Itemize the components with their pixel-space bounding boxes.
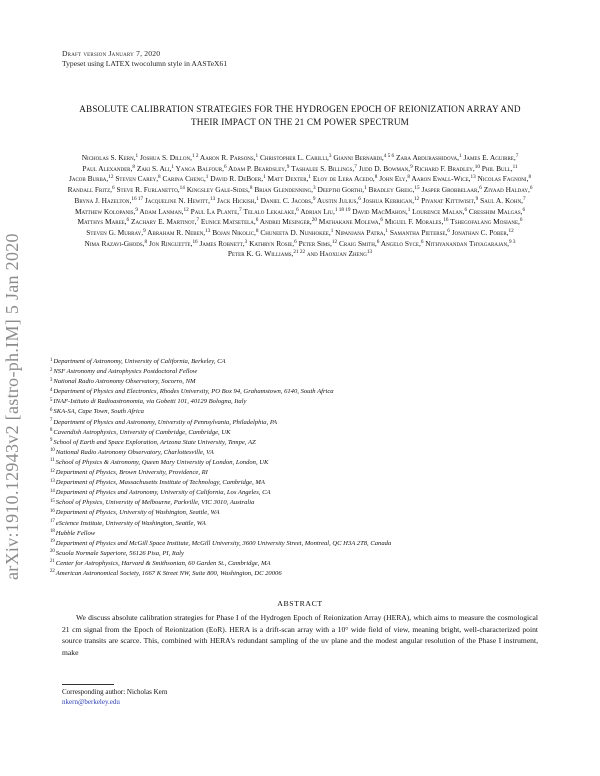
author-name-text: Cresshim Malgas, (468, 206, 523, 216)
author-name (450, 217, 522, 226)
author-name (452, 228, 514, 237)
author-name (254, 185, 315, 194)
author-name-text: Chuneeta D. Nunhokee, (260, 227, 331, 237)
affiliation-item (50, 488, 570, 498)
author-affiliation-marker: 8 (249, 185, 253, 192)
author-affiliation-marker: 7 (522, 195, 526, 202)
author-name-text: James E. Aguirre, (463, 153, 516, 162)
author-affiliation-marker: 8 (407, 174, 410, 181)
author-name-text: Peter Sims, (298, 238, 332, 248)
author-name (140, 153, 198, 162)
author-affiliation-marker: 12 (414, 195, 420, 202)
author-name (369, 185, 420, 194)
author-name (163, 174, 209, 183)
abstract-body: We discuss absolute calibration strategies for Phase I of the Hydrogen Epoch of Reionization Array (HERA), which aims to measure the cosmological 21 cm signal from the Epoch of Reionization (EoR). HERA is a drift-scan array with a 10° wide field of view, meaning bright, well-characterized point source transits are scarce. This, combined with HERA's redundant sampling of the uv plane and the modest angular resolution of the Phase I instrument, make (62, 613, 538, 657)
author-affiliation-marker: 10 (474, 163, 480, 170)
affiliation-number: 19 (50, 539, 55, 545)
author-name-text: Samantha Pieterse, (389, 227, 448, 237)
affiliation-item (50, 458, 570, 468)
affiliation-item (50, 367, 570, 377)
author-affiliation-marker: 13 (210, 195, 216, 202)
affiliation-number: 21 (50, 559, 55, 565)
author-name (260, 153, 332, 162)
author-name-text: Jacqueline N. Hewitt, (144, 195, 210, 205)
author-name (249, 239, 297, 248)
author-name-text: Randall Fritz, (67, 185, 112, 195)
author-affiliation-marker: 12 (183, 206, 189, 213)
affiliation-number: 16 (50, 508, 55, 514)
author-name (228, 164, 289, 173)
affiliation-text: Department of Physics and Astronomy, University of Pennsylvania, Philadelphia, PA (53, 418, 278, 426)
author-name (317, 196, 361, 205)
author-name-text: Joshua Kerrigan, (362, 195, 415, 205)
author-name-text: David MacMahon, (352, 206, 408, 216)
author-name (212, 228, 258, 237)
affiliation-number: 15 (50, 498, 55, 504)
affiliation-number: 6 (50, 407, 53, 413)
author-affiliation-marker: 1 (407, 206, 411, 213)
author-name-text: Peter K. G. Williams, (227, 249, 294, 259)
affiliation-number: 5 (50, 397, 53, 403)
author-name (319, 217, 383, 226)
author-name (300, 207, 350, 216)
affiliation-item (50, 438, 570, 448)
author-affiliation-marker: 6 (296, 206, 299, 213)
affiliation-item (50, 387, 570, 397)
author-name (139, 207, 188, 216)
author-name-text: Christopher L. Carilli, (260, 153, 329, 162)
author-affiliation-marker: 8 (158, 174, 161, 181)
author-affiliation-marker: 7 (515, 153, 519, 159)
author-affiliation-marker: 11 (512, 163, 518, 170)
author-name (210, 174, 265, 183)
author-affiliation-marker: 6 (529, 185, 533, 192)
author-name (425, 239, 515, 248)
author-name-text: and Haoxuan Zheng (306, 249, 367, 259)
author-name-text: Matthys Maree, (77, 217, 127, 227)
affiliation-number: 10 (50, 448, 55, 454)
paper-title: ABSOLUTE CALIBRATION STRATEGIES FOR THE HYDROGEN EPOCH OF REIONIZATION ARRAY AND THEIR IMPACT ON THE 21 CM POWER SPECTRUM (79, 104, 521, 127)
affiliation-number: 11 (50, 458, 55, 464)
author-name-text: Matthew Kolopanis, (74, 206, 136, 216)
author-name-text: Kingsley Gale-Sides, (186, 185, 250, 195)
author-name-text: Adam P. Beardsley, (228, 163, 287, 173)
author-name-text: Eunice Matsetela, (200, 217, 256, 227)
author-name-text: Telalo Lekalake, (243, 206, 297, 216)
author-affiliation-marker: 12 (331, 238, 338, 245)
author-affiliation-marker: 9 (410, 163, 413, 170)
author-affiliation-marker: 6 (522, 206, 526, 213)
corresponding-author-label: Corresponding author: Nicholas Kern (62, 688, 168, 696)
author-name-text: Zachary E. Martinot, (130, 217, 197, 227)
affiliation-item (50, 519, 570, 529)
author-name-text: Mathakane Molewa, (318, 217, 381, 227)
author-affiliation-marker: 16 17 (131, 195, 144, 202)
author-name-text: Craig Smith, (338, 238, 377, 248)
author-affiliation-marker: 3 (244, 238, 248, 245)
affiliation-text: Department of Physics and Electronics, Rhodes University, PO Box 94, Grahamstown, 6140, South Africa (53, 388, 334, 396)
author-affiliation-marker: 8 (255, 227, 259, 234)
author-name-text: Adam Lanman, (139, 206, 184, 216)
author-affiliation-marker: 4 5 6 (383, 153, 395, 159)
author-name-text: Paul La Plante, (190, 206, 240, 216)
affiliation-text: Department of Physics, University of Washington, Seattle, WA (55, 509, 220, 517)
affiliation-text: Department of Physics, Brown University, Providence, RI (55, 469, 208, 477)
affiliation-item (50, 498, 570, 508)
author-name (299, 239, 338, 248)
author-name (176, 164, 227, 173)
author-affiliation-marker: 3 (328, 153, 332, 159)
author-name-text: Austin Julius, (316, 195, 359, 205)
author-affiliation-marker: 1 (308, 174, 312, 181)
author-name (363, 196, 420, 205)
author-name (200, 153, 258, 162)
author-name-text: Yanga Balfour, (175, 163, 224, 173)
affiliation-item (50, 508, 570, 518)
author-affiliation-marker: 6 (479, 185, 482, 192)
author-affiliation-marker: 6 (380, 217, 383, 224)
affiliation-item (50, 357, 570, 367)
author-name (243, 207, 298, 216)
author-name (421, 185, 481, 194)
author-affiliation-marker: 3 (313, 185, 316, 192)
affiliation-item (50, 377, 570, 387)
author-name (307, 249, 372, 258)
author-name (478, 174, 532, 183)
author-affiliation-marker: 12 (108, 174, 114, 181)
author-name (390, 228, 450, 237)
affiliation-item (50, 549, 570, 559)
affiliation-text: SKA-SA, Cape Town, South Africa (53, 408, 144, 416)
author-affiliation-marker: 9 (475, 195, 479, 202)
author-name-text: Steven Carey, (115, 174, 159, 184)
author-name-text: Steven G. Murray, (86, 227, 144, 237)
author-affiliation-marker: 8 (144, 238, 148, 245)
author-name (199, 239, 247, 248)
author-name (421, 196, 478, 205)
affiliation-number: 22 (50, 569, 55, 575)
affiliation-number: 20 (50, 549, 55, 555)
author-name-text: Jack Hickish, (217, 195, 257, 205)
author-name-text: Aaron R. Parsons, (199, 153, 256, 162)
author-name (82, 164, 135, 173)
author-name (85, 239, 148, 248)
author-name (147, 228, 210, 237)
author-name (463, 153, 518, 162)
author-name (291, 164, 357, 173)
author-name-text: Jasper Grobbelaar, (421, 185, 480, 195)
author-name-text: Adrian Liu, (300, 206, 335, 216)
author-affiliation-marker: 7 (239, 206, 242, 213)
affiliation-text: Department of Physics and Astronomy, University of California, Los Angeles, CA (55, 489, 271, 497)
author-affiliation-marker: 6 (255, 217, 259, 224)
affiliation-text: Cavendish Astrophysics, University of Cambridge, Cambridge, UK (53, 428, 231, 436)
author-name-text: Zara Abdurashidova, (395, 153, 460, 162)
author-name (82, 153, 138, 162)
affiliation-item (50, 418, 570, 428)
author-affiliation-marker: 6 (447, 227, 450, 234)
affiliation-text: National Radio Astronomy Observatory, Socorro, NM (53, 378, 196, 386)
author-name (335, 228, 388, 237)
affiliation-item (50, 559, 570, 569)
author-name-text: Aaron Ewall-Wice, (411, 174, 471, 184)
author-name-text: Gianni Bernardi, (333, 153, 384, 162)
author-name-text: Judd D. Bowman, (358, 163, 411, 173)
affiliation-number: 4 (50, 387, 53, 393)
affiliation-item (50, 428, 570, 438)
author-affiliation-marker: 6 (420, 238, 424, 245)
corresponding-author-footnote (62, 688, 168, 708)
author-name (411, 174, 475, 183)
author-affiliation-marker: 9 (143, 227, 146, 234)
author-affiliation-marker: 6 (111, 185, 115, 192)
author-name (74, 196, 143, 205)
affiliation-number: 13 (50, 478, 55, 484)
author-name (149, 239, 198, 248)
author-name-text: Kathryn Rosie, (249, 238, 295, 248)
affiliation-number: 8 (50, 428, 53, 434)
author-name (115, 174, 160, 183)
author-name (313, 174, 378, 183)
author-affiliation-marker: 1 (263, 174, 266, 181)
author-name (333, 153, 394, 162)
author-name-text: Richard F. Bradley, (414, 163, 475, 173)
author-affiliation-marker: 6 (376, 238, 380, 245)
author-affiliation-marker: 6 (294, 238, 297, 245)
author-affiliation-marker: 1 (255, 153, 259, 159)
corresponding-author-email[interactable]: nkern@berkeley.edu (62, 697, 120, 706)
affiliation-text: Department of Astronomy, University of California, Berkeley, CA (53, 358, 226, 365)
author-name (116, 185, 184, 194)
author-affiliation-marker: 21 22 (293, 249, 306, 256)
author-affiliation-marker: 1 18 19 (334, 206, 351, 213)
author-affiliation-marker: 13 (470, 174, 476, 181)
author-affiliation-marker: 6 (223, 163, 227, 170)
author-name-text: Eloy de Lera Acedo, (312, 174, 375, 184)
affiliation-text: Scuola Normale Superiore, 56126 Pisa, PI, Italy (55, 549, 184, 557)
author-affiliation-marker: 12 (508, 227, 514, 234)
author-affiliation-marker: 1 2 (191, 153, 199, 159)
author-name (75, 207, 138, 216)
author-affiliation-marker: 6 (126, 217, 130, 224)
author-name (482, 164, 518, 173)
author-name-text: Nicholas S. Kern, (81, 153, 136, 162)
author-affiliation-marker: 6 (358, 195, 361, 202)
affiliation-text: Department of Physics and McGill Space Institute, McGill University, 3600 University Street, Montreal, QC H3A 2T8, Canada (55, 539, 392, 547)
author-name (187, 185, 253, 194)
author-name-text: Jacob Burba, (68, 174, 109, 184)
author-affiliation-marker: 8 (528, 174, 532, 181)
author-affiliation-marker: 9 (286, 163, 290, 170)
author-affiliation-marker: 1 (135, 153, 139, 159)
author-affiliation-marker: 1 (171, 163, 174, 170)
affiliation-item (50, 397, 570, 407)
author-name (261, 196, 316, 205)
author-name-text: Steve R. Furlanetto, (116, 185, 180, 195)
author-affiliation-marker: 1 (256, 195, 259, 202)
author-name (352, 207, 410, 216)
affiliation-text: eScience Institute, University of Washington, Seattle, WA (55, 519, 206, 527)
author-name (68, 185, 115, 194)
author-name (191, 207, 242, 216)
affiliation-number: 9 (50, 438, 53, 444)
author-name-text: Paul Alexander, (82, 163, 133, 173)
author-name (145, 196, 215, 205)
abstract-heading: ABSTRACT (277, 599, 323, 608)
typeset-line: Typeset using LATEX twocolumn style in AASTeX61 (62, 59, 228, 68)
author-name-text: Bojan Nikolic, (212, 227, 256, 237)
author-name (385, 217, 449, 226)
affiliation-number: 17 (50, 519, 55, 524)
author-name (201, 217, 258, 226)
affiliation-text: Hubble Fellow (55, 529, 96, 537)
affiliation-text: National Radio Astronomy Observatory, Charlottesville, VA (55, 448, 214, 456)
author-affiliation-marker: 6 (519, 217, 523, 224)
affiliation-item (50, 569, 570, 579)
author-list (60, 153, 540, 260)
author-name-text: David R. DeBoer, (210, 174, 264, 184)
affiliation-number: 18 (50, 529, 55, 535)
author-affiliation-marker: 1 (364, 185, 367, 192)
affiliation-text: School of Physics & Astronomy, Queen Mary University of London, London, UK (55, 458, 269, 466)
author-name-text: Bryna J. Hazelton, (74, 195, 132, 205)
affiliation-text: Center for Astrophysics, Harvard & Smithsonian, 60 Garden St., Cambridge, MA (55, 559, 271, 567)
author-affiliation-marker: 13 (205, 227, 211, 234)
preprint-header (62, 49, 227, 69)
affiliation-number: 1 (50, 357, 53, 363)
author-name (359, 164, 413, 173)
affiliation-text: Department of Physics, Massachusetts Institute of Technology, Cambridge, MA (55, 479, 265, 487)
author-name-text: Nicolas Fagnoni, (477, 174, 529, 184)
author-name (480, 196, 525, 205)
author-name-text: Jonathan C. Pober, (451, 227, 509, 237)
author-name (131, 217, 199, 226)
affiliation-item (50, 529, 570, 539)
author-name-text: Matt Dexter, (267, 174, 309, 184)
author-name (379, 174, 410, 183)
author-name (381, 239, 424, 248)
author-name-text: Saul A. Kohn, (480, 195, 523, 205)
footnote-divider (62, 684, 114, 685)
affiliation-item (50, 468, 570, 478)
author-affiliation-marker: 7 (354, 163, 357, 170)
affiliation-number: 14 (50, 488, 55, 494)
author-affiliation-marker: 1 (205, 174, 209, 181)
author-name-text: Deepthi Gorthi, (317, 185, 365, 195)
author-name-text: Ziyaad Halday, (483, 185, 530, 195)
author-affiliation-marker: 15 (414, 185, 420, 192)
affiliation-list (50, 357, 570, 579)
affiliation-number: 12 (50, 468, 55, 474)
author-affiliation-marker: 1 (385, 227, 388, 234)
affiliation-item (50, 448, 570, 458)
author-affiliation-marker: 6 (464, 206, 468, 213)
author-name-text: Nipanjana Patra, (335, 227, 386, 237)
author-name-text: Brian Glendenning, (254, 185, 314, 195)
draft-version-line: Draft version January 7, 2020 (62, 49, 161, 58)
affiliation-item (50, 478, 570, 488)
author-name (228, 249, 305, 258)
affiliation-item (50, 407, 570, 417)
author-name (260, 217, 317, 226)
author-name-text: Angelo Syce, (380, 238, 421, 248)
author-name-text: Jon Ringuette, (149, 238, 193, 248)
author-name (339, 239, 379, 248)
author-name (77, 217, 129, 226)
author-name-text: Zaki S. Ali, (136, 163, 172, 173)
author-name (260, 228, 333, 237)
author-name-text: Joshua S. Dillon, (140, 153, 192, 162)
author-name-text: Nima Razavi-Ghods, (84, 238, 145, 248)
author-affiliation-marker: 13 (366, 249, 373, 256)
author-name (137, 164, 174, 173)
affiliation-item (50, 539, 570, 549)
author-affiliation-marker: 1 (459, 153, 462, 159)
author-name-text: Tshegofalang Mosiane, (450, 217, 520, 227)
affiliation-text: American Astronomical Society, 1667 K Street NW, Suite 800, Washington, DC 20006 (55, 569, 282, 577)
author-name (268, 174, 311, 183)
affiliation-text: INAF-Istituto di Radioastronomia, via Gobetti 101, 40129 Bologna, Italy (53, 398, 247, 406)
author-affiliation-marker: 14 (179, 185, 185, 192)
affiliation-number: 7 (50, 418, 53, 424)
author-affiliation-marker: 9 (312, 195, 316, 202)
author-name (86, 228, 145, 237)
author-name-text: Daniel C. Jacobs, (260, 195, 313, 205)
affiliation-text: NSF Astronomy and Astrophysics Postdoctoral Fellow (53, 368, 198, 376)
author-affiliation-marker: 9 3 (508, 238, 516, 245)
affiliation-text: School of Physics, University of Melbourne, Parkville, VIC 3010, Australia (55, 499, 255, 507)
author-name-text: Tashalee S. Billings, (291, 163, 355, 173)
author-affiliation-marker: 20 (311, 217, 317, 224)
author-affiliation-marker: 7 (196, 217, 200, 224)
author-affiliation-marker: 1 (330, 227, 334, 234)
author-affiliation-marker: 8 (374, 174, 378, 181)
author-affiliation-marker: 16 (192, 238, 198, 245)
author-name-text: John Ely, (379, 174, 408, 184)
author-name (69, 174, 113, 183)
author-name (396, 153, 462, 162)
author-name (317, 185, 366, 194)
author-affiliation-marker: 16 (443, 217, 449, 224)
author-name (217, 196, 259, 205)
author-name-text: Piyanat Kittiwisit, (421, 195, 476, 205)
author-name-text: Phil Bull, (481, 163, 513, 173)
affiliation-number: 3 (50, 377, 53, 383)
author-name (469, 207, 525, 216)
affiliation-number: 2 (50, 367, 53, 373)
author-name-text: Carina Cheng, (162, 174, 206, 184)
author-name-text: Andrei Mesinger, (259, 217, 312, 227)
author-name (415, 164, 480, 173)
author-name-text: Miguel F. Morales, (384, 217, 444, 227)
author-name-text: Bradley Greig, (368, 185, 415, 195)
author-affiliation-marker: 8 (132, 163, 135, 170)
author-name-text: Abraham R. Neben, (147, 227, 206, 237)
author-name (484, 185, 533, 194)
author-name-text: Lourence Malan, (412, 206, 465, 216)
affiliation-text: School of Earth and Space Exploration, Arizona State University, Tempe, AZ (53, 438, 256, 446)
author-name-text: Nithyanandan Thyagarajan, (425, 238, 509, 248)
author-affiliation-marker: 9 (135, 206, 138, 213)
author-name-text: James Robnett, (199, 238, 245, 248)
author-name (412, 207, 467, 216)
